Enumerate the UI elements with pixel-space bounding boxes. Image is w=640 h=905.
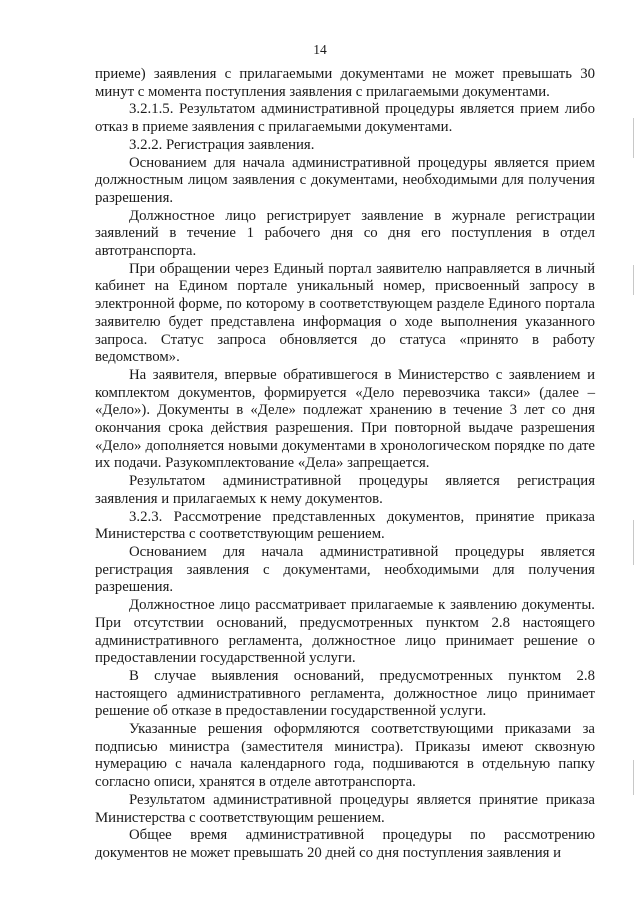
scan-edge-mark — [633, 520, 634, 565]
paragraph: На заявителя, впервые обратившегося в Министерство с заявлением и комплектом документов, формируется «Дело перевозчика такси» (далее – «Дело»). Документы в «Деле» подлежат хранению в течение 3 лет со дня окончания срока действия разрешения. При повторной выдаче разрешения «Дело» дополняется новыми документами в хронологическом порядке по дате их подачи. Разукомплектование «Дела» запрещается. — [95, 366, 595, 472]
paragraph: Результатом административной процедуры является принятие приказа Министерства с соответствующим решением. — [95, 791, 595, 826]
paragraph: Общее время административной процедуры по рассмотрению документов не может превышать 20 дней со дня поступления заявления и — [95, 827, 595, 861]
paragraph: Результатом административной процедуры является регистрация заявления и прилагаемых к нему документов. — [95, 473, 595, 507]
section-heading: 3.2.2. Регистрация заявления. — [129, 136, 315, 153]
scan-edge-mark — [633, 118, 634, 158]
page-number: 14 — [313, 42, 327, 57]
paragraph: Основанием для начала административной процедуры является регистрация заявления с документами, необходимыми для получения разрешения. — [95, 543, 595, 596]
paragraph: При обращении через Единый портал заявителю направляется в личный кабинет на Едином портале уникальный номер, присвоенный запросу в электронной форме, по которому в соответствующем разделе Единого портала заявителю будет представлена информация о ходе выполнения указанного запроса. Статус запроса обновляется до статуса «принято в работу ведомством». — [95, 260, 595, 366]
scan-edge-mark — [633, 265, 634, 295]
document-body — [95, 66, 595, 863]
paragraph: 3.2.1.5. Результатом административной процедуры является прием либо отказ в приеме заявления с прилагаемыми документами. — [95, 101, 595, 136]
paragraph: Должностное лицо регистрирует заявление в журнале регистрации заявлений в течение 1 рабочего дня со дня его поступления в отдел автотранспорта. — [95, 207, 595, 260]
paragraph: Основанием для начала административной процедуры является прием должностным лицом заявления с документами, необходимыми для получения разрешения. — [95, 154, 595, 206]
paragraph: Указанные решения оформляются соответствующими приказами за подписью министра (заместителя министра). Приказы имеют сквозную нумерацию с начала календарного года, подшиваются в отдельную папку согласно описи, хранятся в отделе автотранспорта. — [95, 721, 595, 791]
section-heading: 3.2.3. Рассмотрение представленных документов, принятие приказа Министерства с соответствующим решением. — [95, 508, 595, 543]
scan-edge-mark — [633, 760, 634, 795]
paragraph-continuation: приеме) заявления с прилагаемыми документами не может превышать 30 минут с момента поступления заявления с прилагаемыми документами. — [95, 66, 595, 100]
paragraph: Должностное лицо рассматривает прилагаемые к заявлению документы. При отсутствии оснований, предусмотренных пунктом 2.8 настоящего административного регламента, должностное лицо принимает решение о предоставлении государственной услуги. — [95, 597, 595, 667]
paragraph: В случае выявления оснований, предусмотренных пунктом 2.8 настоящего административного регламента, должностное лицо принимает решение об отказе в предоставлении государственной услуги. — [95, 667, 595, 720]
